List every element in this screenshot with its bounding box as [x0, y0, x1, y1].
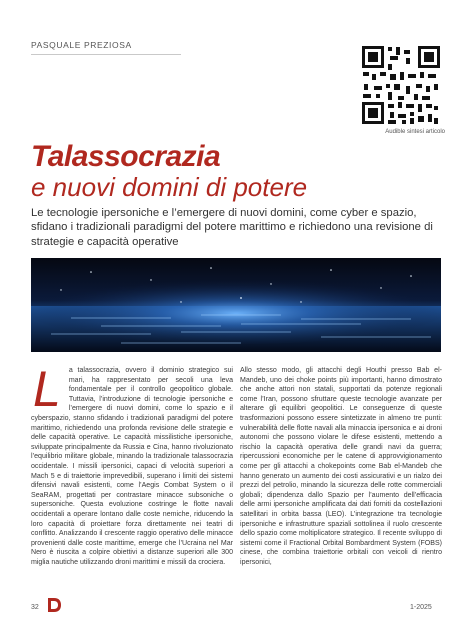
article-title-line1: Talassocrazia: [31, 140, 221, 173]
article-subtitle: Le tecnologie ipersoniche e l’emergere di nuovi domini, come cyber e spazio, sfidano i tradizionali paradigmi del potere marittimo e richiedono una revisione di strategie e capacità operative: [31, 207, 433, 248]
qr-code-graphic: [360, 44, 442, 126]
left-column-text: a talassocrazia, ovvero il dominio strategico sui mari, ha rappresentato per secoli una leva fondamentale per il controllo geopolitico globale. Tuttavia, l’introduzione di tecnologie ipersoniche e l’emergere di nuovi domini, come lo spazio e il cyberspazio, stanno sfidando i tradizionali paradigmi del potere marittimo, richiedendo una profonda revisione delle strategie e delle capacità operative. Le capacità missilistiche ipersoniche, sviluppate principalmente da Russia e Cina, hanno rivoluzionato l’equilibrio militare globale, minando la tradizionale talassocrazia occidentale. I missili ipersonici, capaci di velocità superiori a Mach 5 e di traiettorie imprevedibili, superano i limiti dei sistemi difensivi navali esistenti, come l’Aegis Combat System o il SeaRAM, progettati per contrastare minacce subsoniche o supersoniche. Questa evoluzione costringe le flotte navali occidentali a operare lontano dalle coste nemiche, riducendo la loro capacità di proiettare forza direttamente nei teatri di conflitto. Analizzando il crescente raggio operativo delle minacce provenienti dalle coste marittime, emerge che l’Ucraina nel Mar Nero è riuscita a colpire obiettivi a distanze superiori alle 300 miglia nautiche utilizzando droni marittimi e missili da crociera.: [31, 367, 233, 566]
hero-image: [31, 258, 441, 352]
author-name: PASQUALE PREZIOSA: [31, 40, 132, 50]
magazine-logo: [46, 597, 62, 613]
hero-image-graphic: [31, 258, 441, 352]
author-divider: [31, 54, 181, 55]
article-title-line2: e nuovi domini di potere: [31, 172, 308, 202]
right-column-text: Allo stesso modo, gli attacchi degli Houthi presso Bab el-Mandeb, uno dei choke points più importanti, hanno dimostrato che anche attori non statali, supportati da potenze regionali come l’Iran, possono sfruttare queste tecnologie avanzate per alterare gli equilibri geopolitici. Le conseguenze di queste trasformazioni possono essere sintetizzate in almeno tre punti: vulnerabilità delle flotte navali alla minaccia ipersonica e ai droni autonomi che possono violare le difese esistenti, mettendo a rischio la capacità operativa delle grandi navi da guerra; ripercussioni economiche per le catene di approvvigionamento come per gli attacchi a chokepoints come Bab el-Mandeb che hanno generato un aumento dei costi assicurativi e un rialzo dei prezzi del petrolio, minando la sicurezza delle rotte commerciali globali; dipendenza dallo Spazio per l’aumento dell’efficacia delle armi ipersoniche amplificata dai dati forniti da costellazioni satellitari in orbita bassa (LEO). L’integrazione tra tecnologie ipersoniche e infrastrutture spaziali sottolinea il ruolo crescente dello spazio come moltiplicatore strategico. Il recente sviluppo di sistemi come il Fractional Orbital Bombardment System (FOBS) cinese, che combina traiettorie orbitali con veicoli di rientro ipersonici,: [240, 367, 442, 566]
qr-code[interactable]: [360, 44, 442, 126]
qr-caption: Audible sintesi articolo: [385, 129, 445, 135]
article-left-column: [31, 361, 233, 567]
magazine-logo-icon: [46, 597, 62, 613]
drop-cap: L: [33, 361, 61, 417]
issue-number: 1-2025: [410, 604, 432, 611]
page-number: 32: [31, 604, 39, 611]
article-right-column: [240, 366, 442, 567]
